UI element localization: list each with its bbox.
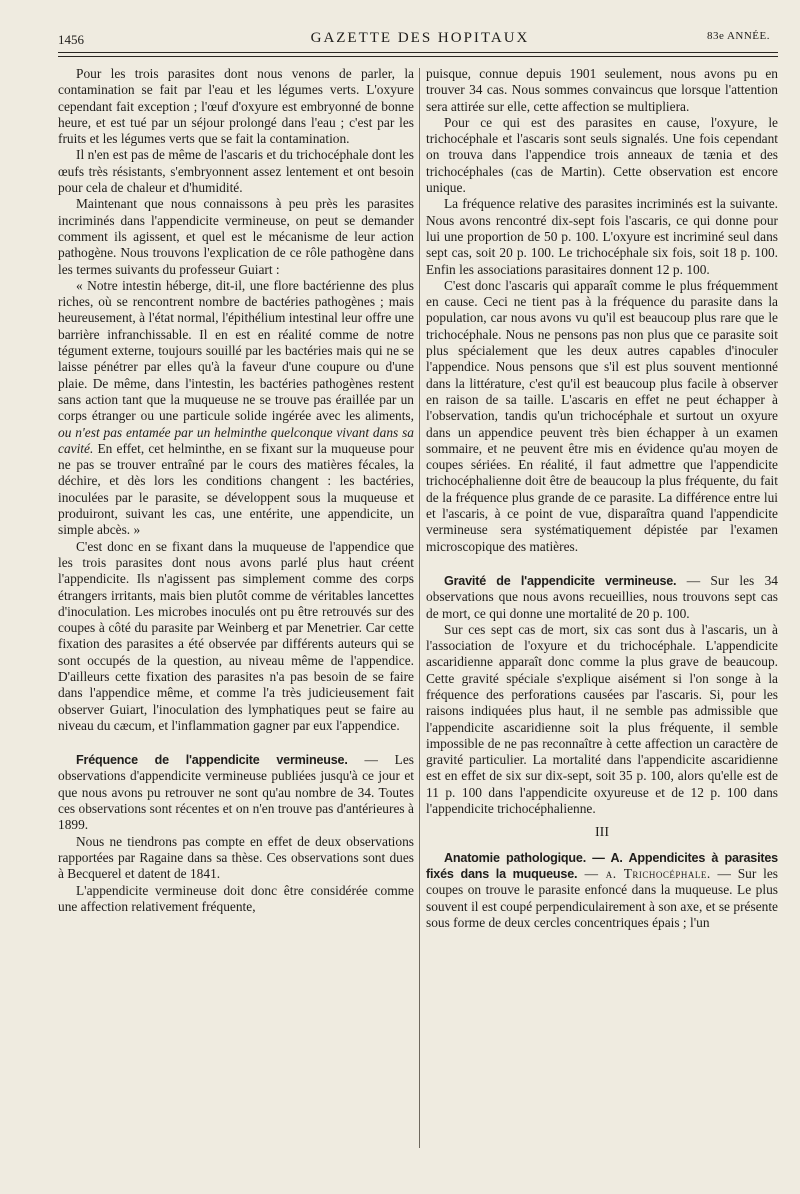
left-column: [58, 66, 414, 915]
subheading-severity: Gravité de l'appendicite vermineuse.: [444, 573, 677, 588]
section-number: III: [595, 825, 609, 841]
header-rule: [58, 52, 778, 57]
paragraph: Sur ces sept cas de mort, six cas sont dus à l'ascaris, un à l'association de l'oxyure et du trichocéphale. L'appendicite ascaridienne apparaît donc comme la plus grave de beaucoup. Cette gravité spéciale s'explique aisément si l'on songe à la fréquence des perforations causées par l'ascaris. Si, pour les raisons indiquées plus haut, il ne semble pas admissible que l'appendicite ascaridienne soit la plus fréquente, il semble impossible de ne pas reconnaître à cette affection un caractère de gravité particulier. La mortalité dans l'appendicite ascaridienne est en effet de six sur dix-sept, soit 35 p. 100, alors qu'elle est de 11 p. 100 dans l'appendicite oxyureuse et de 12 p. 100 dans l'appendicite trichocéphalienne.: [426, 621, 778, 817]
paragraph: Nous ne tiendrons pas compte en effet de deux observations rapportées par Ragaine dans sa thèse. Ces observations sont dues à Becquerel et datent de 1841.: [58, 833, 414, 882]
right-column: [426, 66, 778, 931]
journal-title: GAZETTE DES HOPITAUX: [310, 30, 530, 46]
paragraph: Il n'en est pas de même de l'ascaris et du trichocéphale dont les œufs très résistants, s'embryonnent assez lentement et ont besoin pour cela de chaleur et d'humidité.: [58, 147, 414, 196]
quotation-emphasis: ou n'est pas entamée par un helminthe quelconque vivant dans sa cavité.: [58, 424, 414, 456]
subheading-trichocephale: — a. Trichocéphale.: [577, 865, 711, 881]
paragraph-text: — Sur les coupes on trouve le parasite enfoncé dans la muqueuse. Le plus souvent il est coupé perpendiculairement à son axe, et se présente sous forme de deux cercles concentriques épais ; l'un: [426, 865, 778, 930]
paragraph-text: — Sur les 34 observations que nous avons recueillies, nous trouvons sept cas de mort, ce qui donne une mortalité de 20 p. 100.: [426, 572, 778, 621]
section-paragraph-frequency: [58, 752, 414, 833]
paragraph: Maintenant que nous connaissons à peu près les parasites incriminés dans l'appendicite vermineuse, on peut se demander comment ils agissent, et quel est le mécanisme de leur action pathogène. Nous trouvons l'explication de ce rôle pathogène dans les termes suivants du professeur Guiart :: [58, 196, 414, 277]
paragraph: Pour les trois parasites dont nous venons de parler, la contamination se fait par l'eau et les légumes verts. L'oxyure cependant fait exception ; l'œuf d'oxyure est embryonné de bonne heure, et est tué par un séjour prolongé dans l'eau ; c'est par les fruits et les légumes verts que se fait la contamination.: [58, 66, 414, 147]
running-head: [58, 28, 782, 50]
paragraph-text: — Les observations d'appendicite vermineuse publiées jusqu'à ce jour et que nous avons pu retrouver ne sont qu'au nombre de 34. Toutes ces observations sont récentes et on n'en trouve pas d'antérieures à 1899.: [58, 752, 415, 833]
subheading-anatomy: Anatomie pathologique. — A. Appendicites à parasites fixés dans la muqueuse.: [426, 850, 778, 881]
paragraph: Pour ce qui est des parasites en cause, l'oxyure, le trichocéphale et l'ascaris sont seuls signalés. Une fois cependant on trouva dans l'appendice trois anneaux de tænia et des trichocéphales (cas de Martin). Cette observation est encore unique.: [426, 114, 778, 196]
paragraph: C'est donc l'ascaris qui apparaît comme le plus fréquemment en cause. Ceci ne tient pas à la fréquence du parasite dans la population, car nous avons vu qu'il est beaucoup plus rare que le trichocéphale. Nous ne pensons pas non plus que ce parasite soit plus spécialement que les deux autres capables d'inoculer l'appendice. Nous pensons que s'il est plus souvent mentionné dans la littérature, c'est qu'il est beaucoup plus facile à observer en raison de sa taille. L'ascaris en effet ne peut échapper à l'observation, tandis qu'un trichocéphale et surtout un oxyure dans un appendice peuvent très bien échapper à un examen sommaire, et ne peuvent être mis en évidence qu'au moyen de coupes sériées. En réalité, il faut admettre que l'appendicite trichocéphalienne doit être de beaucoup la plus fréquente, du fait de la fréquence plus grande de ce parasite. La différence entre lui et l'ascaris, à ce point de vue, disparaîtra quand l'appendicite vermineuse sera systématiquement dépistée par l'examen microscopique des matières.: [426, 277, 778, 554]
column-divider: [419, 68, 420, 1148]
subheading-frequency: Fréquence de l'appendicite vermineuse.: [76, 753, 348, 768]
paragraph: C'est donc en se fixant dans la muqueuse de l'appendice que les trois parasites dont nous avons parlé plus haut créent l'appendicite. Ils n'agissent pas simplement comme des corps étrangers irritants, mais bien plutôt comme de véritables lancettes d'inoculation. Les microbes inoculés ont pu être retrouvés sur des coupes à côté du parasite par Weinberg et par Menetrier. Car cette fixation des parasites a été observée par différents auteurs qui se sont occupés de la question, au niveau même de l'appendice. D'ailleurs cette fixation des parasites n'a pas besoin de se faire dans l'appendice même, et comme l'a très judicieusement fait observer Guiart, l'inoculation des lymphatiques peut se faire au niveau du cæcum, et l'inflammation gagner par eux l'appendice.: [58, 538, 414, 733]
quotation-paragraph: [58, 278, 414, 539]
quotation-text: « Notre intestin héberge, dit-il, une flore bactérienne des plus riches, où se rencontrent nombre de bactéries pathogènes ; mais heureusement, à l'état normal, l'épithélium intestinal leur offre une barrière infranchissable. Il en est en réalité comme de notre tégument externe, toujours souillé par les bactéries mais qui ne se laisse pénétrer par elles qu'à la faveur d'une coupure ou d'une plaie. De même, dans l'intestin, les bactéries pathogènes restent sans action tant que la muqueuse ne se trouve pas éraillée par un corps étranger ou une particule solide ingérée avec les aliments,: [58, 277, 414, 424]
quotation-text-continued: En effet, cet helminthe, en se fixant sur la muqueuse pour ne pas se trouver entraîné par le cours des matières fécales, la déchire, et dès lors les conditions changent : les bactéries, inoculées par le parasite, se développent sous la muqueuse et produiront, suivant les cas, une entérite, une appendicite, un simple abcès. »: [58, 440, 414, 538]
section-paragraph-severity: [426, 573, 778, 622]
year-label: 83e ANNÉE.: [706, 30, 770, 42]
paragraph: puisque, connue depuis 1901 seulement, nous avons pu en trouver 34 cas. Nous sommes convaincus que lorsque l'attention sera attirée sur elle, cette affection se multipliera.: [426, 66, 778, 114]
paragraph: L'appendicite vermineuse doit donc être considérée comme une affection relativement fréquente,: [58, 882, 414, 914]
section-paragraph-anatomy: [426, 850, 778, 931]
paragraph: La fréquence relative des parasites incriminés est la suivante. Nous avons rencontré dix-sept fois l'ascaris, ce qui donne pour lui une proportion de 50 p. 100. L'oxyure est incriminé seul dans sept cas, soit 20 p. 100. Le trichocéphale six fois, soit 18 p. 100. Enfin les associations parasitaires donnent 12 p. 100.: [426, 196, 778, 277]
page-number: 1456: [58, 32, 84, 47]
